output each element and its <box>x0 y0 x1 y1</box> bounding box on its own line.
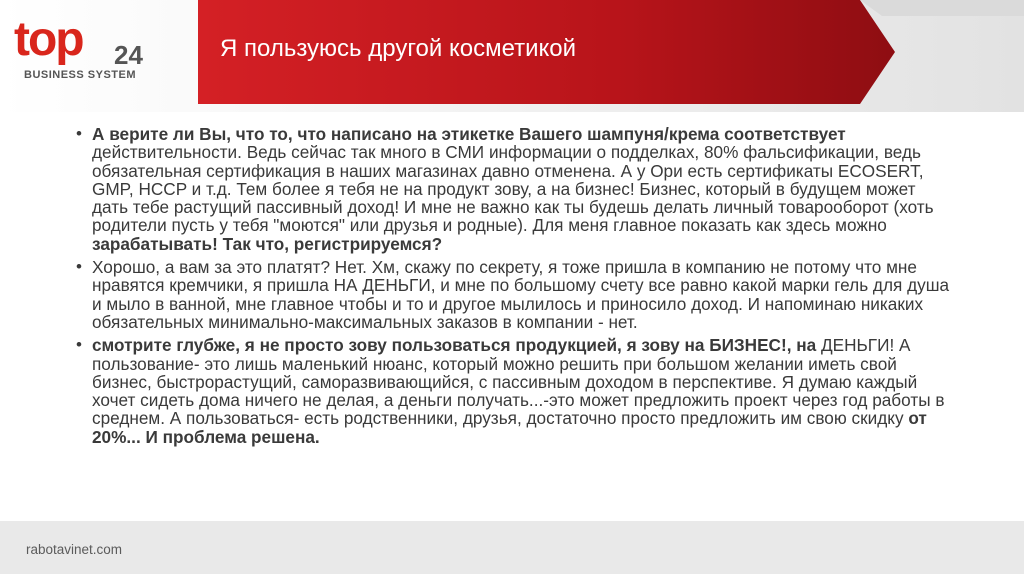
bullet-text <box>92 125 956 253</box>
bullet-tail: зарабатывать! Так что, регистрируемся? <box>92 233 443 254</box>
footer-website: rabotavinet.com <box>26 542 123 557</box>
logo-brand: top <box>14 13 83 66</box>
bullet-text <box>92 336 956 446</box>
bullet-body: действительности. Ведь сейчас так много в СМИ информации о подделках, 80% фальсификации, ведь обязательная сертификация в наших магазинах давно отменена. А у Ори есть сертификаты ECOSERT, GMP, HCCP и т.д. Тем более я тебя не на продукт зову, а на бизнес! Бизнес, который в будущем может дать тебе растущий пассивный доход! И мне не важно как ты будешь делать личный товарооборот (хоть родители пусть у тебя "моются" или друзья и родные). Для меня главное показать как здесь можно <box>92 142 934 236</box>
logo-number: 24 <box>114 40 143 70</box>
bullet-body: ДЕНЬГИ! А пользование- это лишь маленький нюанс, который можно решить при большом желании иметь свой бизнес, быстрорастущий, саморазвивающийся, с пассивным доходом в перспективе. Я думаю каждый хочет сидеть дома ничего не делая, а деньги получать...-это может предложить проект через год работы в среднем. А пользоваться- есть родственники, друзья, достаточно просто предложить им свою скидку <box>92 335 945 429</box>
bullet-lead: А верите ли Вы, что то, что написано на этикетке Вашего шампуня/крема соответствует <box>92 124 846 144</box>
bullet-text: Хорошо, а вам за это платят? Нет. Хм, скажу по секрету, я тоже пришла в компанию не потому что мне нравятся кремчики, я пришла НА ДЕНЬГИ, и мне по большому счету все равно какой марки гель для душа и мыло в ванной, мне главное чтобы и то и другое мылилось и приносило доход. И напоминаю никаких обязательных минимально-максимальных заказов в компании - нет. <box>92 257 950 332</box>
bullet-dot-icon: • <box>76 257 82 277</box>
bullet-item <box>76 125 956 253</box>
bullet-item <box>76 258 956 331</box>
bullet-lead: смотрите глубже, я не просто зову пользоваться продукцией, я зову на БИЗНЕС!, на <box>92 335 817 356</box>
slide-content <box>76 125 956 451</box>
bullet-dot-icon: • <box>76 335 82 355</box>
bullet-item <box>76 336 956 446</box>
bullet-dot-icon: • <box>76 124 82 143</box>
bullet-tail: от 20%... И проблема решена. <box>92 408 927 447</box>
footer-bar <box>0 521 1024 574</box>
top24-logo <box>14 13 164 86</box>
slide-title: Я пользуюсь другой косметикой <box>220 35 577 62</box>
header-grey-accent <box>860 0 1024 16</box>
logo-subtitle: BUSINESS SYSTEM <box>24 69 137 81</box>
